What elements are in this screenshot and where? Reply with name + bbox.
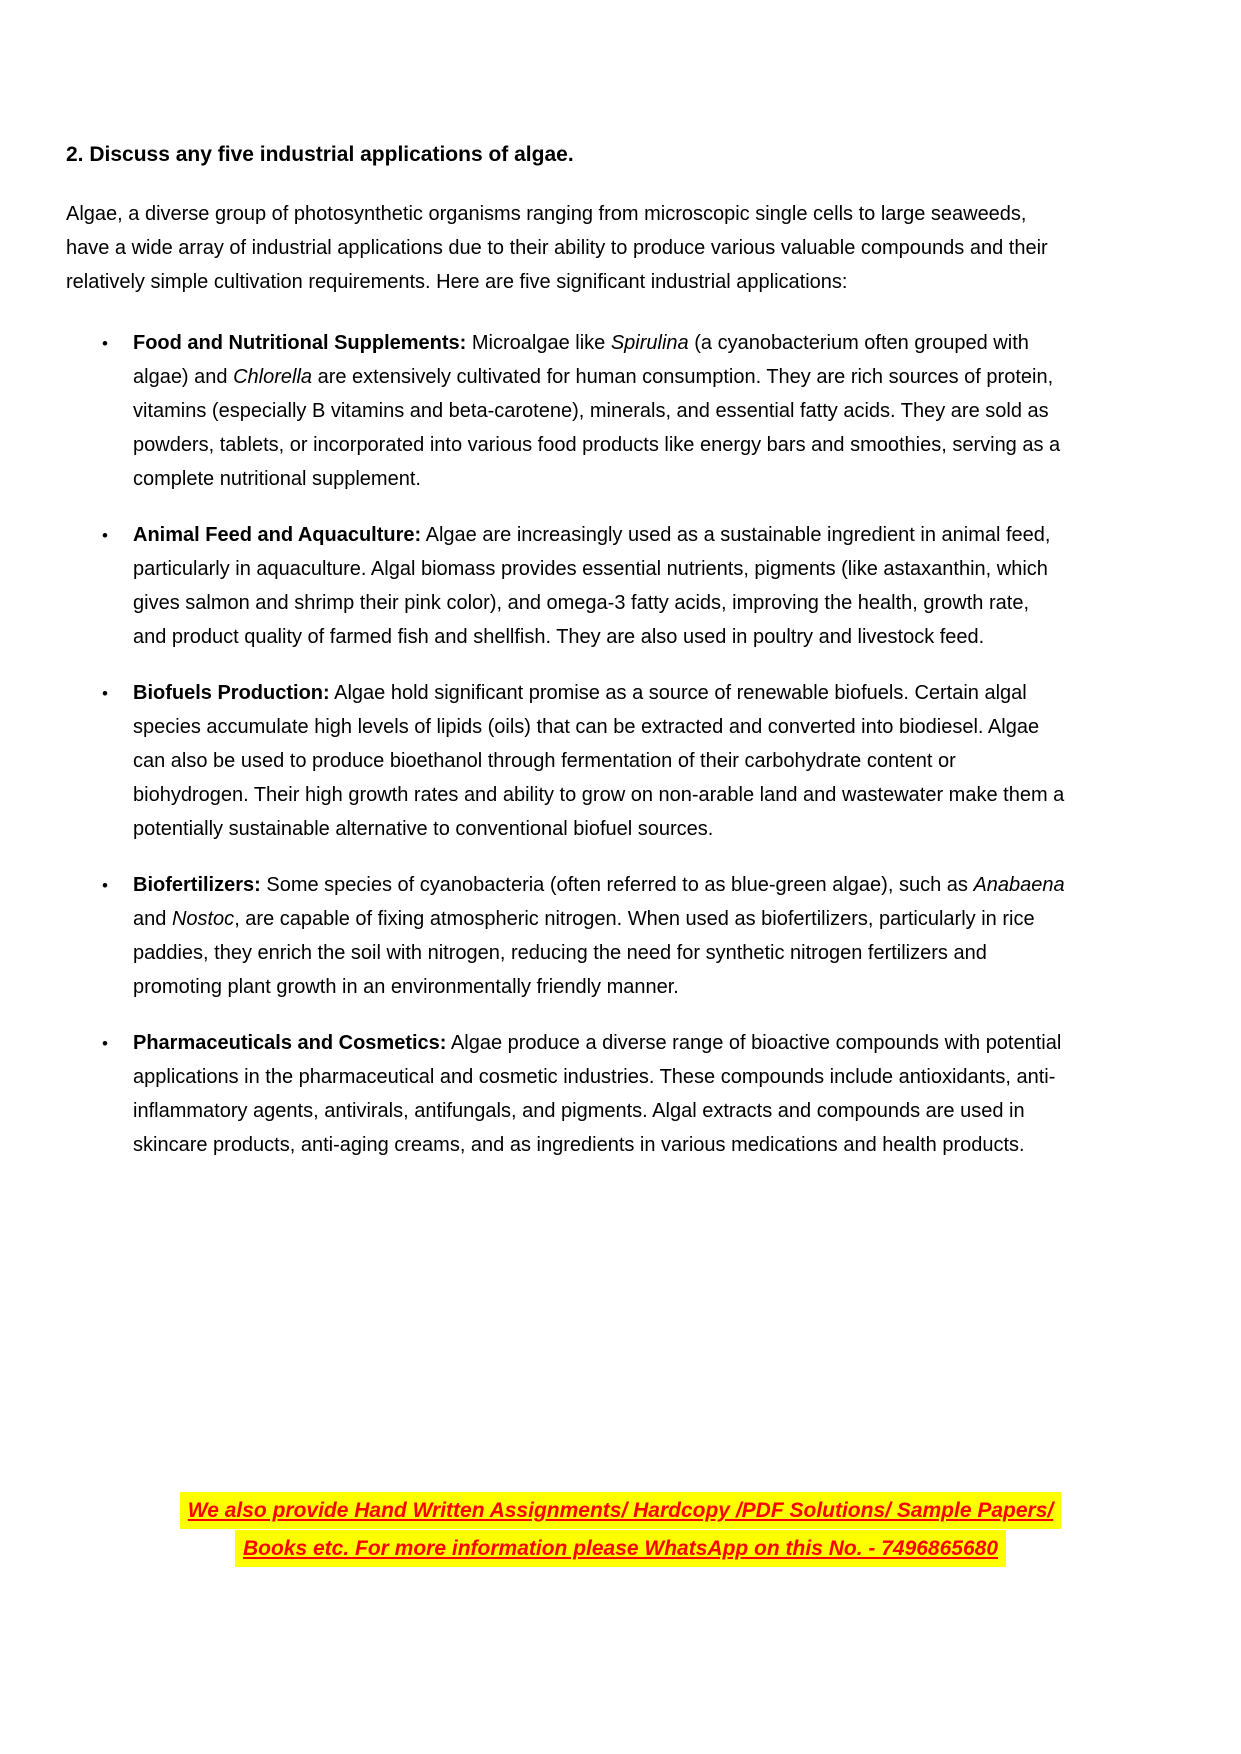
bullet-text: are extensively cultivated for human consumption. They are rich sources of protein, vitamins (especially B vitamins and beta-carotene), minerals, and essential fatty acids. They are sold as powders, tablets, or incorporated into various food products like energy bars and smoothies, serving as a complete nutritional supplement.: [133, 366, 1061, 490]
italic-term: Nostoc: [171, 908, 235, 930]
bullet-text: (a cyanobacterium often grouped with algae) and: [133, 332, 1029, 388]
bullet-text: Microalgae like: [466, 332, 611, 354]
footer-line-2: [0, 1530, 1241, 1568]
footer-line-1: [0, 1492, 1241, 1530]
list-item: [66, 326, 1066, 496]
question-heading: 2. Discuss any five industrial applications of algae.: [66, 143, 574, 166]
bullet-label: Animal Feed and Aquaculture:: [133, 524, 422, 546]
italic-term: Chlorella: [233, 366, 313, 388]
list-item: [66, 1026, 1066, 1162]
applications-list: [66, 326, 1145, 1162]
italic-term: Spirulina: [610, 332, 689, 354]
list-item: [66, 518, 1066, 654]
footer-highlight-text: We also provide Hand Written Assignments/ Hardcopy /PDF Solutions/ Sample Papers/: [180, 1492, 1061, 1529]
footer-banner: [0, 1492, 1241, 1568]
bullet-text: Algae are increasingly used as a sustainable ingredient in animal feed, particularly in aquaculture. Algal biomass provides essential nutrients, pigments (like astaxanthin, which gives salmon and shrimp their pink color), and omega-3 fatty acids, improving the health, growth rate, and product quality of farmed fish and shellfish. They are also used in poultry and livestock feed.: [133, 524, 1051, 648]
bullet-text: Algae produce a diverse range of bioactive compounds with potential applications in the pharmaceutical and cosmetic industries. These compounds include antioxidants, anti-inflammatory agents, antivirals, antifungals, and pigments. Algal extracts and compounds are used in skincare products, anti-aging creams, and as ingredients in various medications and health products.: [133, 1032, 1062, 1156]
italic-term: Anabaena: [973, 874, 1065, 896]
list-item: [66, 868, 1066, 1004]
bullet-text: Some species of cyanobacteria (often referred to as blue-green algae), such as: [260, 874, 974, 896]
footer-highlight-text: Books etc. For more information please WhatsApp on this No. - 7496865680: [235, 1530, 1006, 1567]
intro-paragraph: Algae, a diverse group of photosynthetic organisms ranging from microscopic single cells to large seaweeds, have a wide array of industrial applications due to their ability to produce various valuable compounds and their relatively simple cultivation requirements. Here are five significant industrial applications:: [66, 203, 1048, 293]
bullet-label: Biofuels Production:: [133, 682, 330, 704]
bullet-label: Food and Nutritional Supplements:: [133, 332, 467, 354]
bullet-text: and: [133, 908, 172, 930]
bullet-label: Biofertilizers:: [133, 874, 261, 896]
bullet-text: , are capable of fixing atmospheric nitrogen. When used as biofertilizers, particularly in rice paddies, they enrich the soil with nitrogen, reducing the need for synthetic nitrogen fertilizers and promoting plant growth in an environmentally friendly manner.: [133, 908, 1035, 998]
list-item: [66, 676, 1066, 846]
bullet-label: Pharmaceuticals and Cosmetics:: [133, 1032, 447, 1054]
bullet-text: Algae hold significant promise as a source of renewable biofuels. Certain algal species accumulate high levels of lipids (oils) that can be extracted and converted into biodiesel. Algae can also be used to produce bioethanol through fermentation of their carbohydrate content or biohydrogen. Their high growth rates and ability to grow on non-arable land and wastewater make them a potentially sustainable alternative to conventional biofuel sources.: [133, 682, 1065, 840]
